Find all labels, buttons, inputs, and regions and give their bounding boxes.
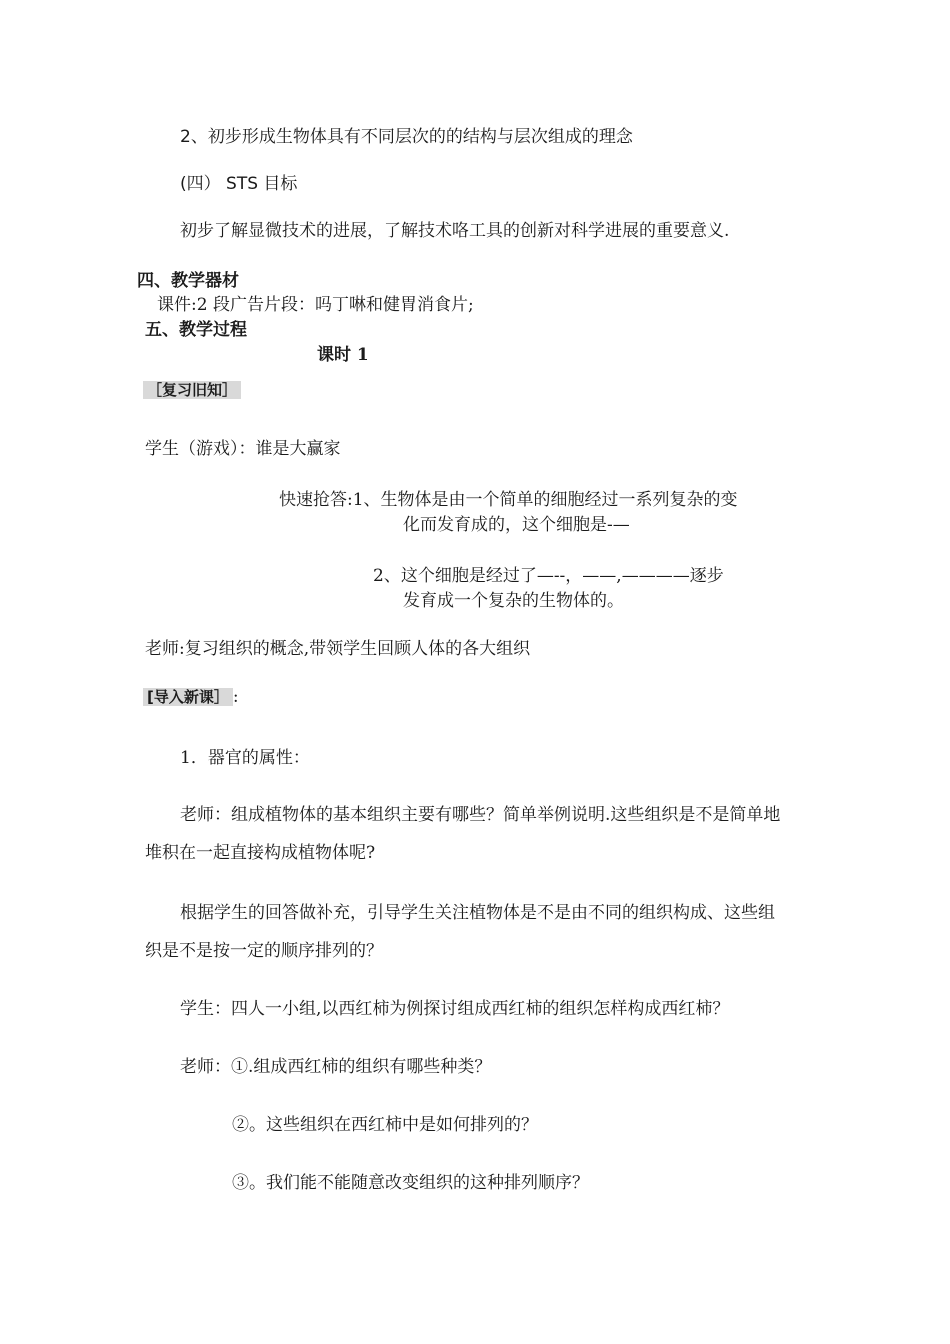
courseware-line: 课件:2 段广告片段：吗丁啉和健胃消食片; bbox=[157, 295, 474, 315]
section-4-heading: 四、教学器材 bbox=[137, 271, 239, 291]
intro-tag-label: [导入新课］ bbox=[143, 688, 233, 706]
teacher-question-1: 老师：①.组成西红柿的组织有哪些种类？ bbox=[180, 1057, 492, 1077]
quiz-q2-line1: 2、这个细胞是经过了—--，——,————逐步 bbox=[373, 566, 724, 586]
sts-text: 初步了解显微技术的进展，了解技术咯工具的创新对科学进展的重要意义. bbox=[180, 221, 730, 241]
quiz-q1-line2: 化而发育成的，这个细胞是-— bbox=[403, 515, 630, 535]
sts-heading: (四） STS 目标 bbox=[180, 174, 298, 194]
organ-attributes: 1．器官的属性： bbox=[180, 748, 310, 768]
review-tag-label: ［复习旧知］ bbox=[143, 381, 241, 399]
student-group: 学生：四人一小组,以西红柿为例探讨组成西红柿的组织怎样构成西红柿？ bbox=[180, 999, 730, 1019]
intro-tag-colon: : bbox=[232, 687, 239, 707]
teacher-question-line2: 堆积在一起直接构成植物体呢? bbox=[145, 843, 376, 863]
lesson-1-title: 课时 1 bbox=[317, 345, 369, 365]
student-game: 学生（游戏）：谁是大赢家 bbox=[145, 439, 341, 459]
intro-tag bbox=[143, 686, 239, 708]
quiz-q1-line1: 快速抢答:1、生物体是由一个简单的细胞经过一系列复杂的变 bbox=[279, 490, 738, 510]
teacher-question-2: ②。这些组织在西红柿中是如何排列的？ bbox=[232, 1115, 538, 1135]
supplement-line2: 织是不是按一定的顺序排列的？ bbox=[145, 941, 383, 961]
goal-2: 2、初步形成生物体具有不同层次的的结构与层次组成的理念 bbox=[180, 127, 633, 147]
teacher-question-3: ③。我们能不能随意改变组织的这种排列顺序？ bbox=[232, 1173, 589, 1193]
supplement-line1: 根据学生的回答做补充，引导学生关注植物体是不是由不同的组织构成、这些组 bbox=[180, 903, 775, 923]
review-tag bbox=[143, 379, 241, 401]
section-5-heading: 五、教学过程 bbox=[145, 320, 247, 340]
teacher-review: 老师:复习组织的概念,带领学生回顾人体的各大组织 bbox=[145, 639, 531, 659]
teacher-question-line1: 老师：组成植物体的基本组织主要有哪些？简单举例说明.这些组织是不是简单地 bbox=[180, 805, 781, 825]
quiz-q2-line2: 发育成一个复杂的生物体的。 bbox=[403, 591, 624, 611]
